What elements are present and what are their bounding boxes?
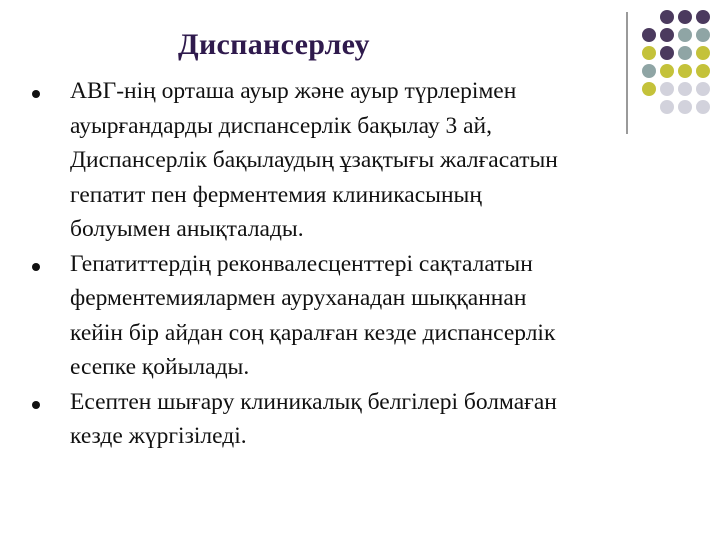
bullet-line: АВГ-нің орташа ауыр және ауыр түрлерімен (70, 78, 517, 104)
bullet-list (30, 74, 660, 454)
bullet-dot-icon (32, 263, 40, 271)
bullet-line: Гепатиттердің реконвалесценттері сақталатын (70, 250, 533, 277)
slide-title: Диспансерлеу (178, 28, 370, 61)
decorative-dot (678, 46, 692, 60)
bullet-line: Диспансерлік бақылаудың ұзақтығы жалғасатын (70, 147, 558, 173)
decorative-dot (678, 10, 692, 24)
bullet-line: болуымен анықталады. (70, 216, 304, 242)
decorative-dot (696, 100, 710, 114)
bullet-line: кезде жүргізіледі. (70, 423, 247, 449)
bullet-dot-icon (32, 401, 40, 409)
decorative-dot (678, 100, 692, 114)
decorative-dot (642, 28, 656, 42)
bullet-line: Есептен шығару клиникалық белгілері болмаған (70, 388, 557, 415)
decorative-dot (696, 64, 710, 78)
decorative-dot (660, 46, 674, 60)
decorative-dot (696, 28, 710, 42)
decorative-dot (642, 46, 656, 60)
decorative-dot (660, 100, 674, 114)
bullet-item (30, 385, 660, 454)
decorative-dot (660, 28, 674, 42)
bullet-item (30, 74, 660, 247)
decorative-dot (696, 10, 710, 24)
decorative-dot (660, 10, 674, 24)
bullet-item (30, 247, 660, 385)
bullet-line: гепатит пен ферментемия клиникасының (70, 181, 482, 208)
bullet-line: есепке қойылады. (70, 354, 250, 380)
bullet-line: кейін бір айдан соң қаралған кезде диспансерлік (70, 319, 556, 346)
decorative-dot (660, 64, 674, 78)
bullet-dot-icon (32, 90, 40, 98)
decorative-dot (660, 82, 674, 96)
decorative-dot (678, 82, 692, 96)
decorative-dot (678, 64, 692, 78)
decorative-dot (696, 46, 710, 60)
decorative-dot (696, 82, 710, 96)
decorative-dot (678, 28, 692, 42)
bullet-line: ауырғандарды диспансерлік бақылау 3 ай, (70, 112, 492, 139)
bullet-line: ферментемиялармен ауруханадан шыққаннан (70, 285, 527, 311)
